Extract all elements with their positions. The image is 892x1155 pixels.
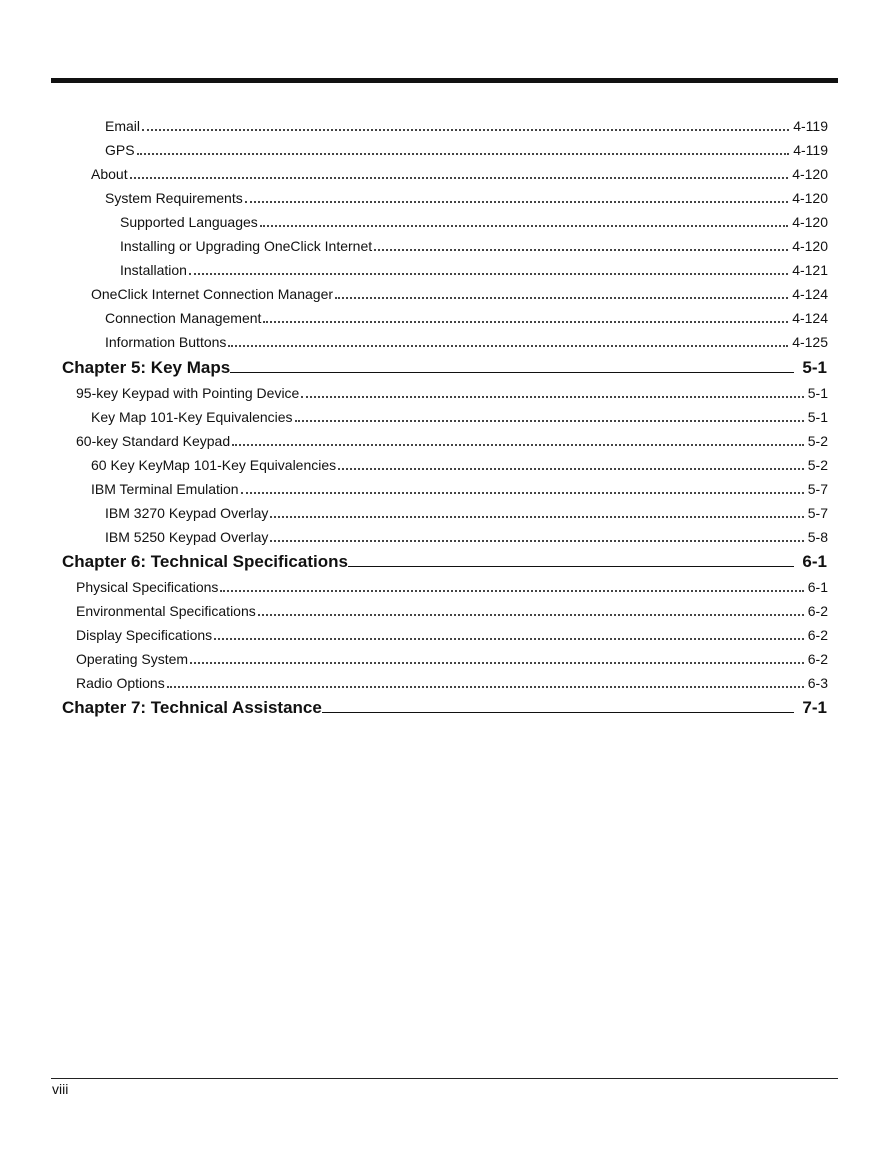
toc-entry-label: Email [105,118,141,134]
toc-dot-leader [245,201,788,203]
toc-entry-label: System Requirements [105,190,243,207]
toc-dot-leader [232,444,804,446]
toc-entry-label: Radio Options [76,675,165,692]
toc-entry[interactable] [105,304,828,326]
toc-entry-page: 7-1 [802,698,827,718]
toc-entry-page: 5-1 [802,357,827,377]
toc-entry-page: 4-125 [792,334,828,351]
toc-dot-leader [190,662,804,664]
toc-entry[interactable] [105,523,828,545]
toc-dot-leader [241,492,804,494]
toc-dot-leader [258,614,804,616]
header-rule [51,78,838,83]
toc-dot-leader [295,420,804,422]
toc-entry[interactable] [91,403,828,425]
toc-entry-page: 5-7 [807,480,828,497]
toc-dot-leader [263,321,788,323]
toc-entry-label: Connection Management [105,310,262,327]
toc-entry-label: IBM Terminal Emulation [91,480,239,497]
toc-chapter-entry[interactable] [62,547,827,571]
toc-entry-page: 5-2 [807,456,828,473]
toc-entry-label: GPS [105,142,135,159]
toc-entry-label: Physical Specifications [76,578,219,595]
toc-entry-label: IBM 3270 Keypad Overlay [105,504,269,521]
toc-entry-page: 5-1 [807,408,828,425]
toc-entry-page: 4-124 [792,310,828,327]
toc-entry[interactable] [105,112,828,134]
toc-entry[interactable] [120,256,828,278]
toc-entry-label: Installing or Upgrading OneClick Internet [120,238,373,255]
toc-dot-leader [130,177,789,179]
toc-entry[interactable] [76,427,828,449]
toc-entry-page: 4-120 [792,238,828,255]
toc-entry[interactable] [120,232,828,254]
toc-entry[interactable] [105,328,828,350]
toc-entry-label: Installation [120,262,187,279]
toc-leader-line [230,372,794,373]
toc-dot-leader [214,638,804,640]
toc-leader-line [322,712,795,713]
toc-entry[interactable] [105,184,828,206]
toc-dot-leader [220,590,803,592]
toc-entry-label: Operating System [76,651,189,667]
toc-entry-label: Display Specifications [76,626,213,643]
toc-entry-page: 6-1 [807,578,828,595]
toc-entry-label: IBM 5250 Keypad Overlay [105,528,269,545]
toc-dot-leader [335,297,788,299]
toc-entry-page: 6-2 [807,602,828,619]
toc-entry[interactable] [105,136,828,158]
toc-entry-label: Key Map 101-Key Equivalencies [91,408,293,425]
toc-entry-label: 95-key Keypad with Pointing Device [76,384,300,401]
toc-entry-page: 5-7 [807,504,828,521]
toc-entry-page: 6-2 [807,626,828,643]
toc-entry-label: Environmental Specifications [76,602,256,619]
toc-entry-label: Chapter 5: Key Maps [62,357,231,377]
toc-entry-page: 4-120 [792,214,828,231]
toc-entry-label: 60-key Standard Keypad [76,432,231,449]
footer-rule [51,1078,838,1079]
toc-chapter-entry[interactable] [62,693,827,717]
toc-dot-leader [270,516,803,518]
toc-entry-label: Chapter 7: Technical Assistance [62,698,322,718]
toc-entry[interactable] [91,160,828,182]
toc-dot-leader [142,129,789,131]
toc-entry-label: Chapter 6: Technical Specifications [62,551,348,571]
toc-entry-label: OneClick Internet Connection Manager [91,286,334,303]
toc-dot-leader [301,396,803,398]
toc-entry-page: 6-1 [802,551,827,571]
toc-entry[interactable] [76,573,828,595]
toc-entry-page: 6-3 [807,675,828,692]
toc-entry[interactable] [76,645,828,667]
toc-dot-leader [167,686,804,688]
toc-leader-line [348,566,794,567]
toc-dot-leader [189,273,788,275]
toc-dot-leader [228,345,788,347]
toc-entry[interactable] [91,280,828,302]
toc-entry[interactable] [76,669,828,691]
toc-entry[interactable] [120,208,828,230]
toc-dot-leader [137,153,790,155]
toc-entry-label: About [91,166,128,183]
toc-entry[interactable] [76,379,828,401]
toc-entry-page: 4-124 [792,286,828,303]
toc-entry-page: 4-120 [792,190,828,207]
toc-entry-page: 4-120 [792,166,828,183]
toc-entry-page: 5-2 [807,432,828,449]
toc-entry[interactable] [76,597,828,619]
toc-entry-label: Information Buttons [105,334,227,351]
toc-entry-label: Supported Languages [120,214,258,231]
toc-dot-leader [374,249,788,251]
toc-entry-page: 4-119 [793,118,828,134]
toc-entry-page: 4-119 [793,142,828,159]
toc-dot-leader [260,225,788,227]
toc-dot-leader [270,540,803,542]
toc-chapter-entry[interactable] [62,353,827,377]
footer-page-number: viii [52,1081,69,1097]
toc-entry[interactable] [76,621,828,643]
toc-entry-page: 5-1 [807,384,828,401]
toc-entry[interactable] [91,451,828,473]
toc-dot-leader [338,468,804,470]
toc-entry[interactable] [91,475,828,497]
toc-entry-page: 6-2 [807,651,828,667]
toc-entry-page: 4-121 [792,262,828,279]
toc-entry-label: 60 Key KeyMap 101-Key Equivalencies [91,456,337,473]
toc-entry[interactable] [105,499,828,521]
toc-entry-page: 5-8 [807,528,828,545]
